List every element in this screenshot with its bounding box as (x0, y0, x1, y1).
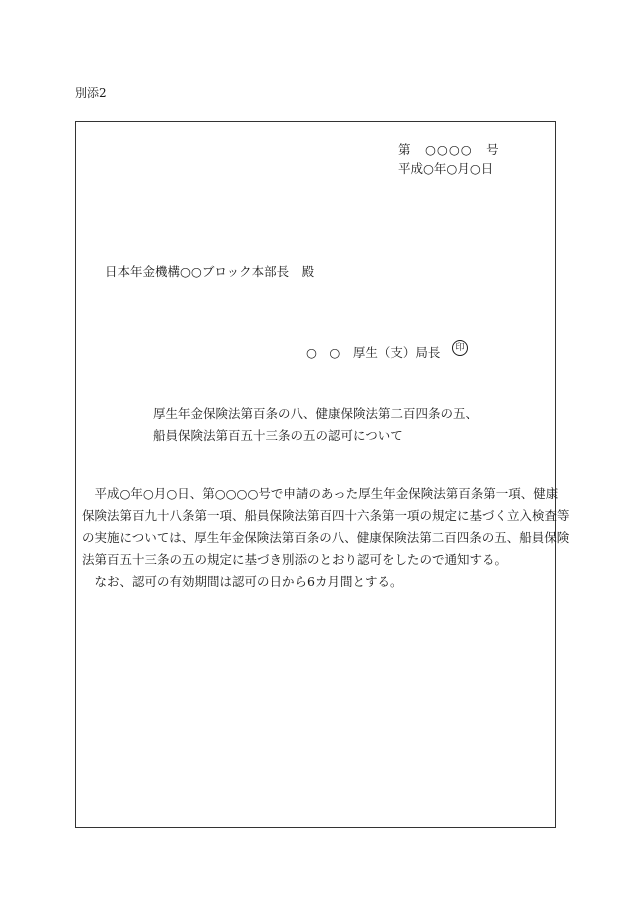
document-date: 平成○年○月○日 (398, 161, 494, 176)
seal-mark: 印 (452, 340, 468, 356)
document-number: 第 ○○○○ 号 (398, 142, 500, 157)
subject-line-1: 厚生年金保険法第百条の八、健康保険法第二百四条の五、 (153, 406, 479, 421)
subject-line-2: 船員保険法第百五十三条の五の認可について (153, 428, 403, 443)
body-line: 法第百五十三条の五の規定に基づき別添のとおり認可をしたので通知する。 (82, 552, 508, 567)
recipient: 日本年金機構○○ブロック本部長 殿 (105, 264, 315, 279)
sender-name: ○ ○ 厚生（支）局長 (306, 345, 441, 360)
body-text (82, 483, 570, 593)
attachment-label: 別添2 (75, 86, 107, 100)
body-line: の実施については、厚生年金保険法第百条の八、健康保険法第二百四条の五、船員保険 (82, 530, 570, 545)
body-line: なお、認可の有効期間は認可の日から6カ月間とする。 (82, 574, 403, 589)
body-line: 平成○年○月○日、第○○○○号で申請のあった厚生年金保険法第百条第一項、健康 (82, 486, 559, 501)
document-frame (75, 121, 570, 828)
body-line: 保険法第百九十八条第一項、船員保険法第百四十六条第一項の規定に基づく立入検査等 (82, 508, 570, 523)
